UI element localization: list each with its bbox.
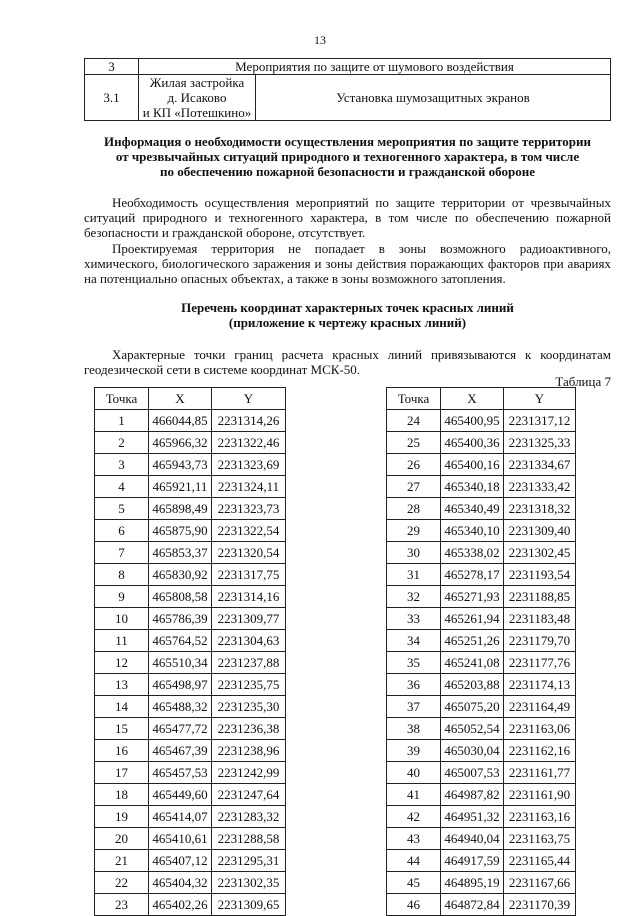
x-coordinate-cell: 465853,37: [149, 542, 212, 564]
y-coordinate-cell: 2231283,32: [212, 806, 286, 828]
table-row: [387, 718, 576, 740]
table-row: [95, 674, 286, 696]
x-coordinate-cell: 465488,32: [149, 696, 212, 718]
point-number-cell: 12: [95, 652, 149, 674]
table-row: [387, 454, 576, 476]
table-row: [387, 828, 576, 850]
point-number-cell: 6: [95, 520, 149, 542]
y-coordinate-cell: 2231188,85: [504, 586, 576, 608]
y-coordinate-cell: 2231317,12: [504, 410, 576, 432]
y-coordinate-cell: 2231167,66: [504, 872, 576, 894]
x-coordinate-cell: 465400,16: [441, 454, 504, 476]
point-number-cell: 1: [95, 410, 149, 432]
point-number-cell: 28: [387, 498, 441, 520]
table-row: [387, 432, 576, 454]
point-number-cell: 44: [387, 850, 441, 872]
y-coordinate-cell: 2231164,49: [504, 696, 576, 718]
y-coordinate-cell: 2231302,45: [504, 542, 576, 564]
point-number-cell: 31: [387, 564, 441, 586]
x-coordinate-cell: 465449,60: [149, 784, 212, 806]
table-row: [387, 520, 576, 542]
y-coordinate-cell: 2231183,48: [504, 608, 576, 630]
measures-table: [84, 58, 611, 121]
x-coordinate-cell: 465407,12: [149, 850, 212, 872]
table-row: [387, 762, 576, 784]
title-line: от чрезвычайных ситуаций природного и техногенного характера, в том числе: [115, 149, 580, 164]
point-number-cell: 11: [95, 630, 149, 652]
table-caption: Таблица 7: [555, 374, 611, 389]
y-coordinate-cell: 2231325,33: [504, 432, 576, 454]
table-row: [387, 740, 576, 762]
x-coordinate-cell: 465414,07: [149, 806, 212, 828]
y-coordinate-cell: 2231247,64: [212, 784, 286, 806]
point-number-cell: 18: [95, 784, 149, 806]
point-number-cell: 26: [387, 454, 441, 476]
table-header-row: [95, 388, 286, 410]
x-coordinate-cell: 465921,11: [149, 476, 212, 498]
x-coordinate-cell: 465007,53: [441, 762, 504, 784]
row-number: 3: [85, 59, 139, 75]
y-coordinate-cell: 2231165,44: [504, 850, 576, 872]
point-number-cell: 21: [95, 850, 149, 872]
table-row: [95, 762, 286, 784]
table-row: [85, 59, 611, 75]
y-coordinate-cell: 2231288,58: [212, 828, 286, 850]
x-coordinate-cell: 465786,39: [149, 608, 212, 630]
object-line: Жилая застройка: [149, 75, 245, 90]
table-row: [95, 542, 286, 564]
y-coordinate-cell: 2231334,67: [504, 454, 576, 476]
x-coordinate-cell: 465875,90: [149, 520, 212, 542]
point-number-cell: 7: [95, 542, 149, 564]
x-coordinate-cell: 465052,54: [441, 718, 504, 740]
point-number-cell: 14: [95, 696, 149, 718]
x-coordinate-cell: 465251,26: [441, 630, 504, 652]
x-coordinate-cell: 464872,84: [441, 894, 504, 916]
x-coordinate-cell: 465400,95: [441, 410, 504, 432]
point-number-cell: 27: [387, 476, 441, 498]
header-x: X: [149, 388, 212, 410]
y-coordinate-cell: 2231161,77: [504, 762, 576, 784]
point-number-cell: 45: [387, 872, 441, 894]
header-x: X: [441, 388, 504, 410]
point-number-cell: 20: [95, 828, 149, 850]
x-coordinate-cell: 465966,32: [149, 432, 212, 454]
point-number-cell: 29: [387, 520, 441, 542]
coordinates-table-right: [386, 387, 576, 916]
title-line: (приложение к чертежу красных линий): [228, 315, 467, 330]
table-row: [95, 564, 286, 586]
table-row: [95, 718, 286, 740]
x-coordinate-cell: 465241,08: [441, 652, 504, 674]
point-number-cell: 8: [95, 564, 149, 586]
point-number-cell: 10: [95, 608, 149, 630]
y-coordinate-cell: 2231177,76: [504, 652, 576, 674]
object-line: д. Исаково: [167, 90, 227, 105]
coordinates-table-body: [95, 410, 286, 916]
y-coordinate-cell: 2231323,73: [212, 498, 286, 520]
table-row: [387, 630, 576, 652]
x-coordinate-cell: 466044,85: [149, 410, 212, 432]
y-coordinate-cell: 2231238,96: [212, 740, 286, 762]
table-row: [95, 498, 286, 520]
point-number-cell: 40: [387, 762, 441, 784]
x-coordinate-cell: 464951,32: [441, 806, 504, 828]
table-row: [95, 872, 286, 894]
x-coordinate-cell: 465400,36: [441, 432, 504, 454]
point-number-cell: 4: [95, 476, 149, 498]
header-y: Y: [504, 388, 576, 410]
x-coordinate-cell: 465457,53: [149, 762, 212, 784]
coordinates-table-body: [387, 410, 576, 916]
x-coordinate-cell: 465278,17: [441, 564, 504, 586]
object-line: и КП «Потешкино»: [142, 105, 252, 120]
x-coordinate-cell: 465510,34: [149, 652, 212, 674]
y-coordinate-cell: 2231242,99: [212, 762, 286, 784]
title-line: Перечень координат характерных точек красных линий: [181, 300, 514, 315]
table-row: [387, 564, 576, 586]
y-coordinate-cell: 2231304,63: [212, 630, 286, 652]
table-row: [387, 586, 576, 608]
point-number-cell: 32: [387, 586, 441, 608]
x-coordinate-cell: 465404,32: [149, 872, 212, 894]
y-coordinate-cell: 2231295,31: [212, 850, 286, 872]
table-row: [95, 476, 286, 498]
x-coordinate-cell: 465340,10: [441, 520, 504, 542]
table-row: [387, 850, 576, 872]
y-coordinate-cell: 2231309,40: [504, 520, 576, 542]
point-number-cell: 5: [95, 498, 149, 520]
y-coordinate-cell: 2231320,54: [212, 542, 286, 564]
table-row: [387, 696, 576, 718]
table-row: [95, 806, 286, 828]
y-coordinate-cell: 2231174,13: [504, 674, 576, 696]
header-y: Y: [212, 388, 286, 410]
x-coordinate-cell: 465402,26: [149, 894, 212, 916]
x-coordinate-cell: 465808,58: [149, 586, 212, 608]
table-row: [95, 432, 286, 454]
point-number-cell: 30: [387, 542, 441, 564]
point-number-cell: 25: [387, 432, 441, 454]
table-row: [387, 674, 576, 696]
table-row: [387, 784, 576, 806]
table-row: [95, 454, 286, 476]
point-number-cell: 2: [95, 432, 149, 454]
point-number-cell: 23: [95, 894, 149, 916]
table-row: [95, 696, 286, 718]
table-row: [387, 872, 576, 894]
y-coordinate-cell: 2231309,77: [212, 608, 286, 630]
x-coordinate-cell: 465340,18: [441, 476, 504, 498]
y-coordinate-cell: 2231235,30: [212, 696, 286, 718]
y-coordinate-cell: 2231161,90: [504, 784, 576, 806]
table-row: [95, 608, 286, 630]
y-coordinate-cell: 2231235,75: [212, 674, 286, 696]
x-coordinate-cell: 464917,59: [441, 850, 504, 872]
table-row: [95, 784, 286, 806]
table-row: [387, 608, 576, 630]
y-coordinate-cell: 2231193,54: [504, 564, 576, 586]
table-row: [95, 850, 286, 872]
point-number-cell: 9: [95, 586, 149, 608]
measure-group-title: Мероприятия по защите от шумового воздействия: [139, 59, 611, 75]
y-coordinate-cell: 2231317,75: [212, 564, 286, 586]
point-number-cell: 41: [387, 784, 441, 806]
x-coordinate-cell: 465830,92: [149, 564, 212, 586]
paragraph: Проектируемая территория не попадает в зоны возможного радиоактивного, химического, биологического заражения и зоны действия поражающих факторов при авариях на потенциально опасных объектах, а также в зоны возможного затопления.: [84, 241, 611, 286]
y-coordinate-cell: 2231163,16: [504, 806, 576, 828]
point-number-cell: 37: [387, 696, 441, 718]
y-coordinate-cell: 2231309,65: [212, 894, 286, 916]
y-coordinate-cell: 2231302,35: [212, 872, 286, 894]
table-row: [95, 586, 286, 608]
point-number-cell: 34: [387, 630, 441, 652]
point-number-cell: 35: [387, 652, 441, 674]
point-number-cell: 15: [95, 718, 149, 740]
y-coordinate-cell: 2231333,42: [504, 476, 576, 498]
point-number-cell: 3: [95, 454, 149, 476]
point-number-cell: 16: [95, 740, 149, 762]
x-coordinate-cell: 465203,88: [441, 674, 504, 696]
x-coordinate-cell: 465898,49: [149, 498, 212, 520]
y-coordinate-cell: 2231314,16: [212, 586, 286, 608]
info-section-title: [84, 134, 611, 179]
point-number-cell: 13: [95, 674, 149, 696]
y-coordinate-cell: 2231163,06: [504, 718, 576, 740]
x-coordinate-cell: 465261,94: [441, 608, 504, 630]
row-number: 3.1: [85, 75, 139, 121]
x-coordinate-cell: 464940,04: [441, 828, 504, 850]
header-point: Точка: [387, 388, 441, 410]
x-coordinate-cell: 465410,61: [149, 828, 212, 850]
header-point: Точка: [95, 388, 149, 410]
y-coordinate-cell: 2231322,54: [212, 520, 286, 542]
table-row: [387, 498, 576, 520]
x-coordinate-cell: 464987,82: [441, 784, 504, 806]
table-row: [387, 806, 576, 828]
point-number-cell: 38: [387, 718, 441, 740]
point-number-cell: 19: [95, 806, 149, 828]
table-row: [95, 740, 286, 762]
table-row: [95, 828, 286, 850]
paragraph: Характерные точки границ расчета красных линий привязываются к координатам геодезической сети в системе координат МСК-50.: [84, 347, 611, 377]
point-number-cell: 33: [387, 608, 441, 630]
table-header-row: [387, 388, 576, 410]
table-row: [95, 652, 286, 674]
x-coordinate-cell: 465075,20: [441, 696, 504, 718]
table-row: [387, 652, 576, 674]
title-line: по обеспечению пожарной безопасности и гражданской обороне: [160, 164, 535, 179]
table-row: [387, 476, 576, 498]
x-coordinate-cell: 465338,02: [441, 542, 504, 564]
table-row: [387, 410, 576, 432]
table-row: [95, 630, 286, 652]
point-number-cell: 24: [387, 410, 441, 432]
x-coordinate-cell: 465477,72: [149, 718, 212, 740]
y-coordinate-cell: 2231162,16: [504, 740, 576, 762]
x-coordinate-cell: 464895,19: [441, 872, 504, 894]
x-coordinate-cell: 465271,93: [441, 586, 504, 608]
point-number-cell: 22: [95, 872, 149, 894]
point-number-cell: 17: [95, 762, 149, 784]
y-coordinate-cell: 2231318,32: [504, 498, 576, 520]
coordinates-table-left: [94, 387, 286, 916]
object-cell: [139, 75, 256, 121]
x-coordinate-cell: 465498,97: [149, 674, 212, 696]
y-coordinate-cell: 2231163,75: [504, 828, 576, 850]
x-coordinate-cell: 465943,73: [149, 454, 212, 476]
x-coordinate-cell: 465030,04: [441, 740, 504, 762]
point-number-cell: 43: [387, 828, 441, 850]
y-coordinate-cell: 2231323,69: [212, 454, 286, 476]
point-number-cell: 36: [387, 674, 441, 696]
title-line: Информация о необходимости осуществления мероприятия по защите территории: [104, 134, 591, 149]
y-coordinate-cell: 2231237,88: [212, 652, 286, 674]
point-number-cell: 46: [387, 894, 441, 916]
table-row: [95, 410, 286, 432]
measure-cell: Установка шумозащитных экранов: [256, 75, 611, 121]
y-coordinate-cell: 2231314,26: [212, 410, 286, 432]
coords-section-title: [84, 300, 611, 330]
x-coordinate-cell: 465467,39: [149, 740, 212, 762]
table-row: [387, 542, 576, 564]
paragraph: Необходимость осуществления мероприятий по защите территории от чрезвычайных ситуаций природного и техногенного характера, в том числе по обеспечению пожарной безопасности и гражданской обороне, отсутствует.: [84, 195, 611, 240]
y-coordinate-cell: 2231236,38: [212, 718, 286, 740]
y-coordinate-cell: 2231324,11: [212, 476, 286, 498]
x-coordinate-cell: 465340,49: [441, 498, 504, 520]
y-coordinate-cell: 2231170,39: [504, 894, 576, 916]
point-number-cell: 42: [387, 806, 441, 828]
table-row: [85, 75, 611, 121]
point-number-cell: 39: [387, 740, 441, 762]
y-coordinate-cell: 2231179,70: [504, 630, 576, 652]
table-row: [95, 520, 286, 542]
y-coordinate-cell: 2231322,46: [212, 432, 286, 454]
page-number: 13: [314, 33, 326, 47]
x-coordinate-cell: 465764,52: [149, 630, 212, 652]
